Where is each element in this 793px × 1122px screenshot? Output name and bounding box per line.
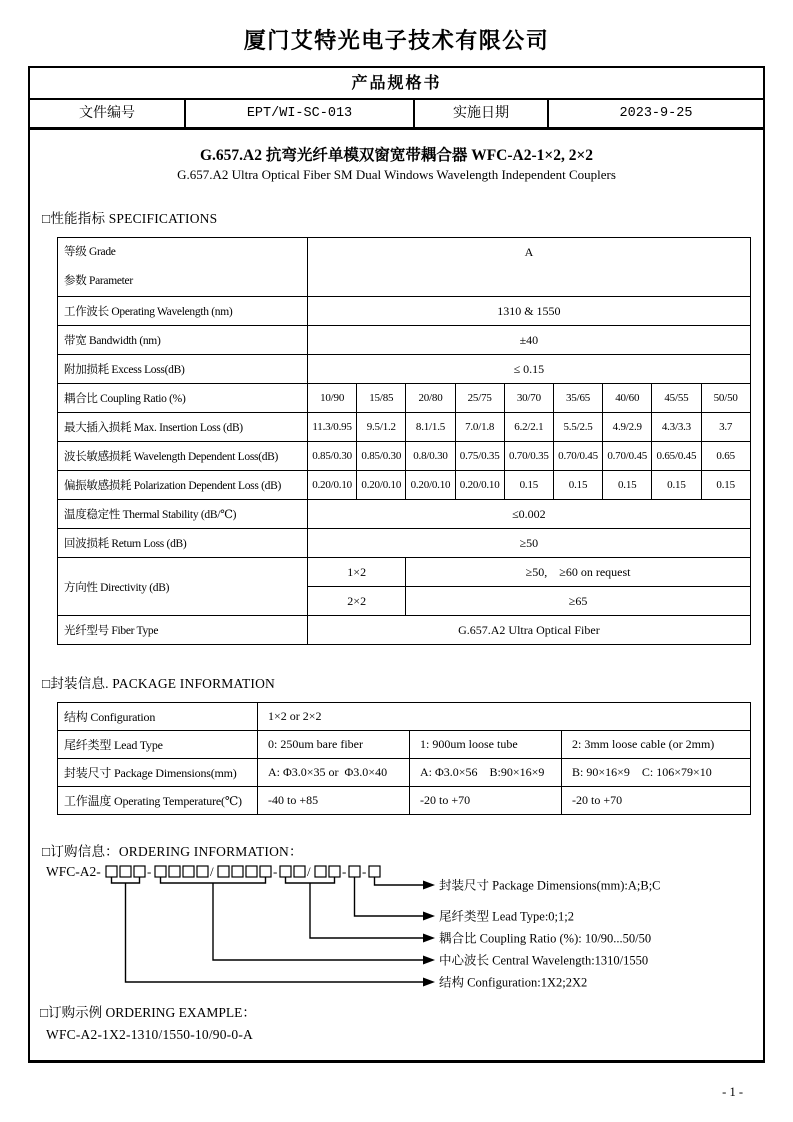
spec-value: ±40 (308, 326, 751, 355)
directivity-label: 方向性 Directivity (dB) (58, 558, 308, 616)
spec-cell: 0.20/0.10 (308, 471, 357, 500)
ordering-code-svg (44, 863, 760, 997)
code-field-label: 耦合比 Coupling Ratio (%): 10/90...50/50 (439, 931, 652, 946)
spec-cell: 0.20/0.10 (455, 471, 504, 500)
code-separator-dash: - (342, 864, 347, 879)
company-title: 厦门艾特光电子技术有限公司 (243, 28, 550, 53)
document-body (30, 143, 763, 1043)
code-separator-slash: / (307, 864, 311, 879)
spec-label: 波长敏感损耗 Wavelength Dependent Loss(dB) (58, 442, 308, 471)
spec-cell: 35/65 (553, 384, 602, 413)
pkg-value: B: 90×16×9 C: 106×79×10 (562, 759, 751, 787)
product-title-cn: G.657.A2 抗弯光纤单模双窗宽带耦合器 WFC-A2-1×2, 2×2 (199, 147, 594, 164)
table-row (58, 731, 751, 759)
section-heading-ordering: □订购信息：ORDERING INFORMATION： (42, 844, 303, 859)
pkg-value: -40 to +85 (258, 787, 410, 815)
ordering-example-code: WFC-A2-1X2-1310/1550-10/90-0-A (46, 1027, 253, 1042)
pkg-value: A: Φ3.0×56 B:90×16×9 (410, 759, 562, 787)
spec-label: 附加损耗 Excess Loss(dB) (58, 355, 308, 384)
spec-cell: 15/85 (357, 384, 406, 413)
table-row (58, 787, 751, 815)
doc-meta-row (30, 100, 763, 130)
section-heading-specifications: □性能指标 SPECIFICATIONS (42, 211, 218, 226)
arrow-right-icon (423, 956, 435, 965)
arrow-right-icon (423, 934, 435, 943)
pkg-value: 2: 3mm loose cable (or 2mm) (562, 731, 751, 759)
spec-label: 带宽 Bandwidth (nm) (58, 326, 308, 355)
table-row (58, 355, 751, 384)
spec-cell: 30/70 (504, 384, 553, 413)
fiber-type-label: 光纤型号 Fiber Type (58, 616, 308, 645)
pkg-value: A: Φ3.0×35 or Φ3.0×40 (258, 759, 410, 787)
grade-label: 等级 Grade (64, 246, 116, 258)
code-separator-slash: / (210, 864, 214, 879)
spec-cell: 0.15 (553, 471, 602, 500)
spec-cell: 11.3/0.95 (308, 413, 357, 442)
pkg-label: 封装尺寸 Package Dimensions(mm) (58, 759, 258, 787)
spec-cell: 45/55 (652, 384, 701, 413)
arrowheads (423, 881, 435, 987)
spec-cell: 0.70/0.45 (553, 442, 602, 471)
table-row (58, 500, 751, 529)
date-value: 2023-9-25 (619, 106, 693, 121)
pkg-value: 0: 250um bare fiber (258, 731, 410, 759)
spec-cell: 0.85/0.30 (308, 442, 357, 471)
doc-no-label: 文件编号 (30, 100, 186, 127)
spec-cell: 7.0/1.8 (455, 413, 504, 442)
fiber-type-value: G.657.A2 Ultra Optical Fiber (308, 616, 751, 645)
spec-cell: 0.15 (603, 471, 652, 500)
grade-value: A (308, 238, 751, 297)
pkg-label: 结构 Configuration (58, 703, 258, 731)
spec-cell: 5.5/2.5 (553, 413, 602, 442)
spec-cell: 0.20/0.10 (357, 471, 406, 500)
grade-param-label (58, 238, 308, 297)
spec-cell: 4.9/2.9 (603, 413, 652, 442)
ordering-code-diagram (44, 863, 760, 997)
table-row (58, 413, 751, 442)
specifications-table (57, 237, 751, 645)
code-field-label: 尾纤类型 Lead Type:0;1;2 (439, 909, 574, 924)
spec-label: 耦合比 Coupling Ratio (%) (58, 384, 308, 413)
arrow-right-icon (423, 978, 435, 987)
section-heading-package: □封装信息. PACKAGE INFORMATION (42, 676, 275, 691)
spec-cell: 9.5/1.2 (357, 413, 406, 442)
spec-cell: 0.65 (701, 442, 750, 471)
package-table (57, 702, 751, 815)
doc-type-title: 产品规格书 (30, 68, 763, 100)
spec-value: 1310 & 1550 (308, 297, 751, 326)
spec-label: 温度稳定性 Thermal Stability (dB/℃) (58, 500, 308, 529)
pkg-value: -20 to +70 (562, 787, 751, 815)
pkg-label: 尾纤类型 Lead Type (58, 731, 258, 759)
table-row (58, 297, 751, 326)
spec-cell: 0.75/0.35 (455, 442, 504, 471)
spec-cell: 0.15 (504, 471, 553, 500)
table-row (58, 703, 751, 731)
pkg-value: 1: 900um loose tube (410, 731, 562, 759)
table-row (58, 238, 751, 297)
spec-cell: 0.8/0.30 (406, 442, 455, 471)
code-field-label: 中心波长 Central Wavelength:1310/1550 (439, 953, 649, 968)
pkg-label: 工作温度 Operating Temperature(℃) (58, 787, 258, 815)
doc-no-value: EPT/WI-SC-013 (186, 100, 415, 127)
spec-cell: 6.2/2.1 (504, 413, 553, 442)
pkg-value: 1×2 or 2×2 (258, 703, 751, 731)
spec-cell: 0.15 (652, 471, 701, 500)
table-row (58, 442, 751, 471)
code-field-label: 封装尺寸 Package Dimensions(mm):A;B;C (439, 878, 661, 893)
table-row (58, 616, 751, 645)
param-label: 参数 Parameter (64, 275, 133, 287)
spec-value: ≤ 0.15 (308, 355, 751, 384)
spec-cell: 0.70/0.45 (603, 442, 652, 471)
spec-label: 最大插入损耗 Max. Insertion Loss (dB) (58, 413, 308, 442)
document-frame (28, 66, 765, 1063)
table-row (58, 326, 751, 355)
spec-cell: 40/60 (603, 384, 652, 413)
directivity-value: ≥50, ≥60 on request (406, 558, 750, 587)
spec-cell: 0.20/0.10 (406, 471, 455, 500)
code-prefix: WFC-A2- (46, 864, 101, 879)
code-field-label: 结构 Configuration:1X2;2X2 (439, 975, 588, 990)
connector-lines (112, 877, 424, 982)
spec-label: 偏振敏感损耗 Polarization Dependent Loss (dB) (58, 471, 308, 500)
spec-cell: 10/90 (308, 384, 357, 413)
spec-cell: 0.70/0.35 (504, 442, 553, 471)
arrow-right-icon (423, 881, 435, 890)
page-number: - 1 - (722, 1085, 743, 1099)
directivity-config: 1×2 (308, 558, 406, 587)
table-row (58, 384, 751, 413)
section-heading-example: □订购示例 ORDERING EXAMPLE： (40, 1005, 256, 1020)
spec-cell: 3.7 (701, 413, 750, 442)
code-separator-dash: - (147, 864, 152, 879)
directivity-value: ≥65 (406, 587, 750, 616)
spec-label: 工作波长 Operating Wavelength (nm) (58, 297, 308, 326)
table-row (58, 558, 751, 587)
spec-cell: 4.3/3.3 (652, 413, 701, 442)
table-row (58, 759, 751, 787)
spec-cell: 0.85/0.30 (357, 442, 406, 471)
spec-cell: 25/75 (455, 384, 504, 413)
spec-value: ≥50 (308, 529, 751, 558)
spec-cell: 20/80 (406, 384, 455, 413)
table-row (58, 471, 751, 500)
spec-cell: 0.15 (701, 471, 750, 500)
arrow-right-icon (423, 912, 435, 921)
product-title-en: G.657.A2 Ultra Optical Fiber SM Dual Windows Wavelength Independent Couplers (177, 167, 616, 182)
code-separator-dash: - (273, 864, 278, 879)
directivity-config: 2×2 (308, 587, 406, 616)
code-separator-dash: - (362, 864, 367, 879)
spec-value: ≤0.002 (308, 500, 751, 529)
table-row (58, 529, 751, 558)
spec-label: 回波损耗 Return Loss (dB) (58, 529, 308, 558)
pkg-value: -20 to +70 (410, 787, 562, 815)
spec-cell: 50/50 (701, 384, 750, 413)
spec-cell: 8.1/1.5 (406, 413, 455, 442)
spec-cell: 0.65/0.45 (652, 442, 701, 471)
date-label: 实施日期 (415, 100, 549, 127)
